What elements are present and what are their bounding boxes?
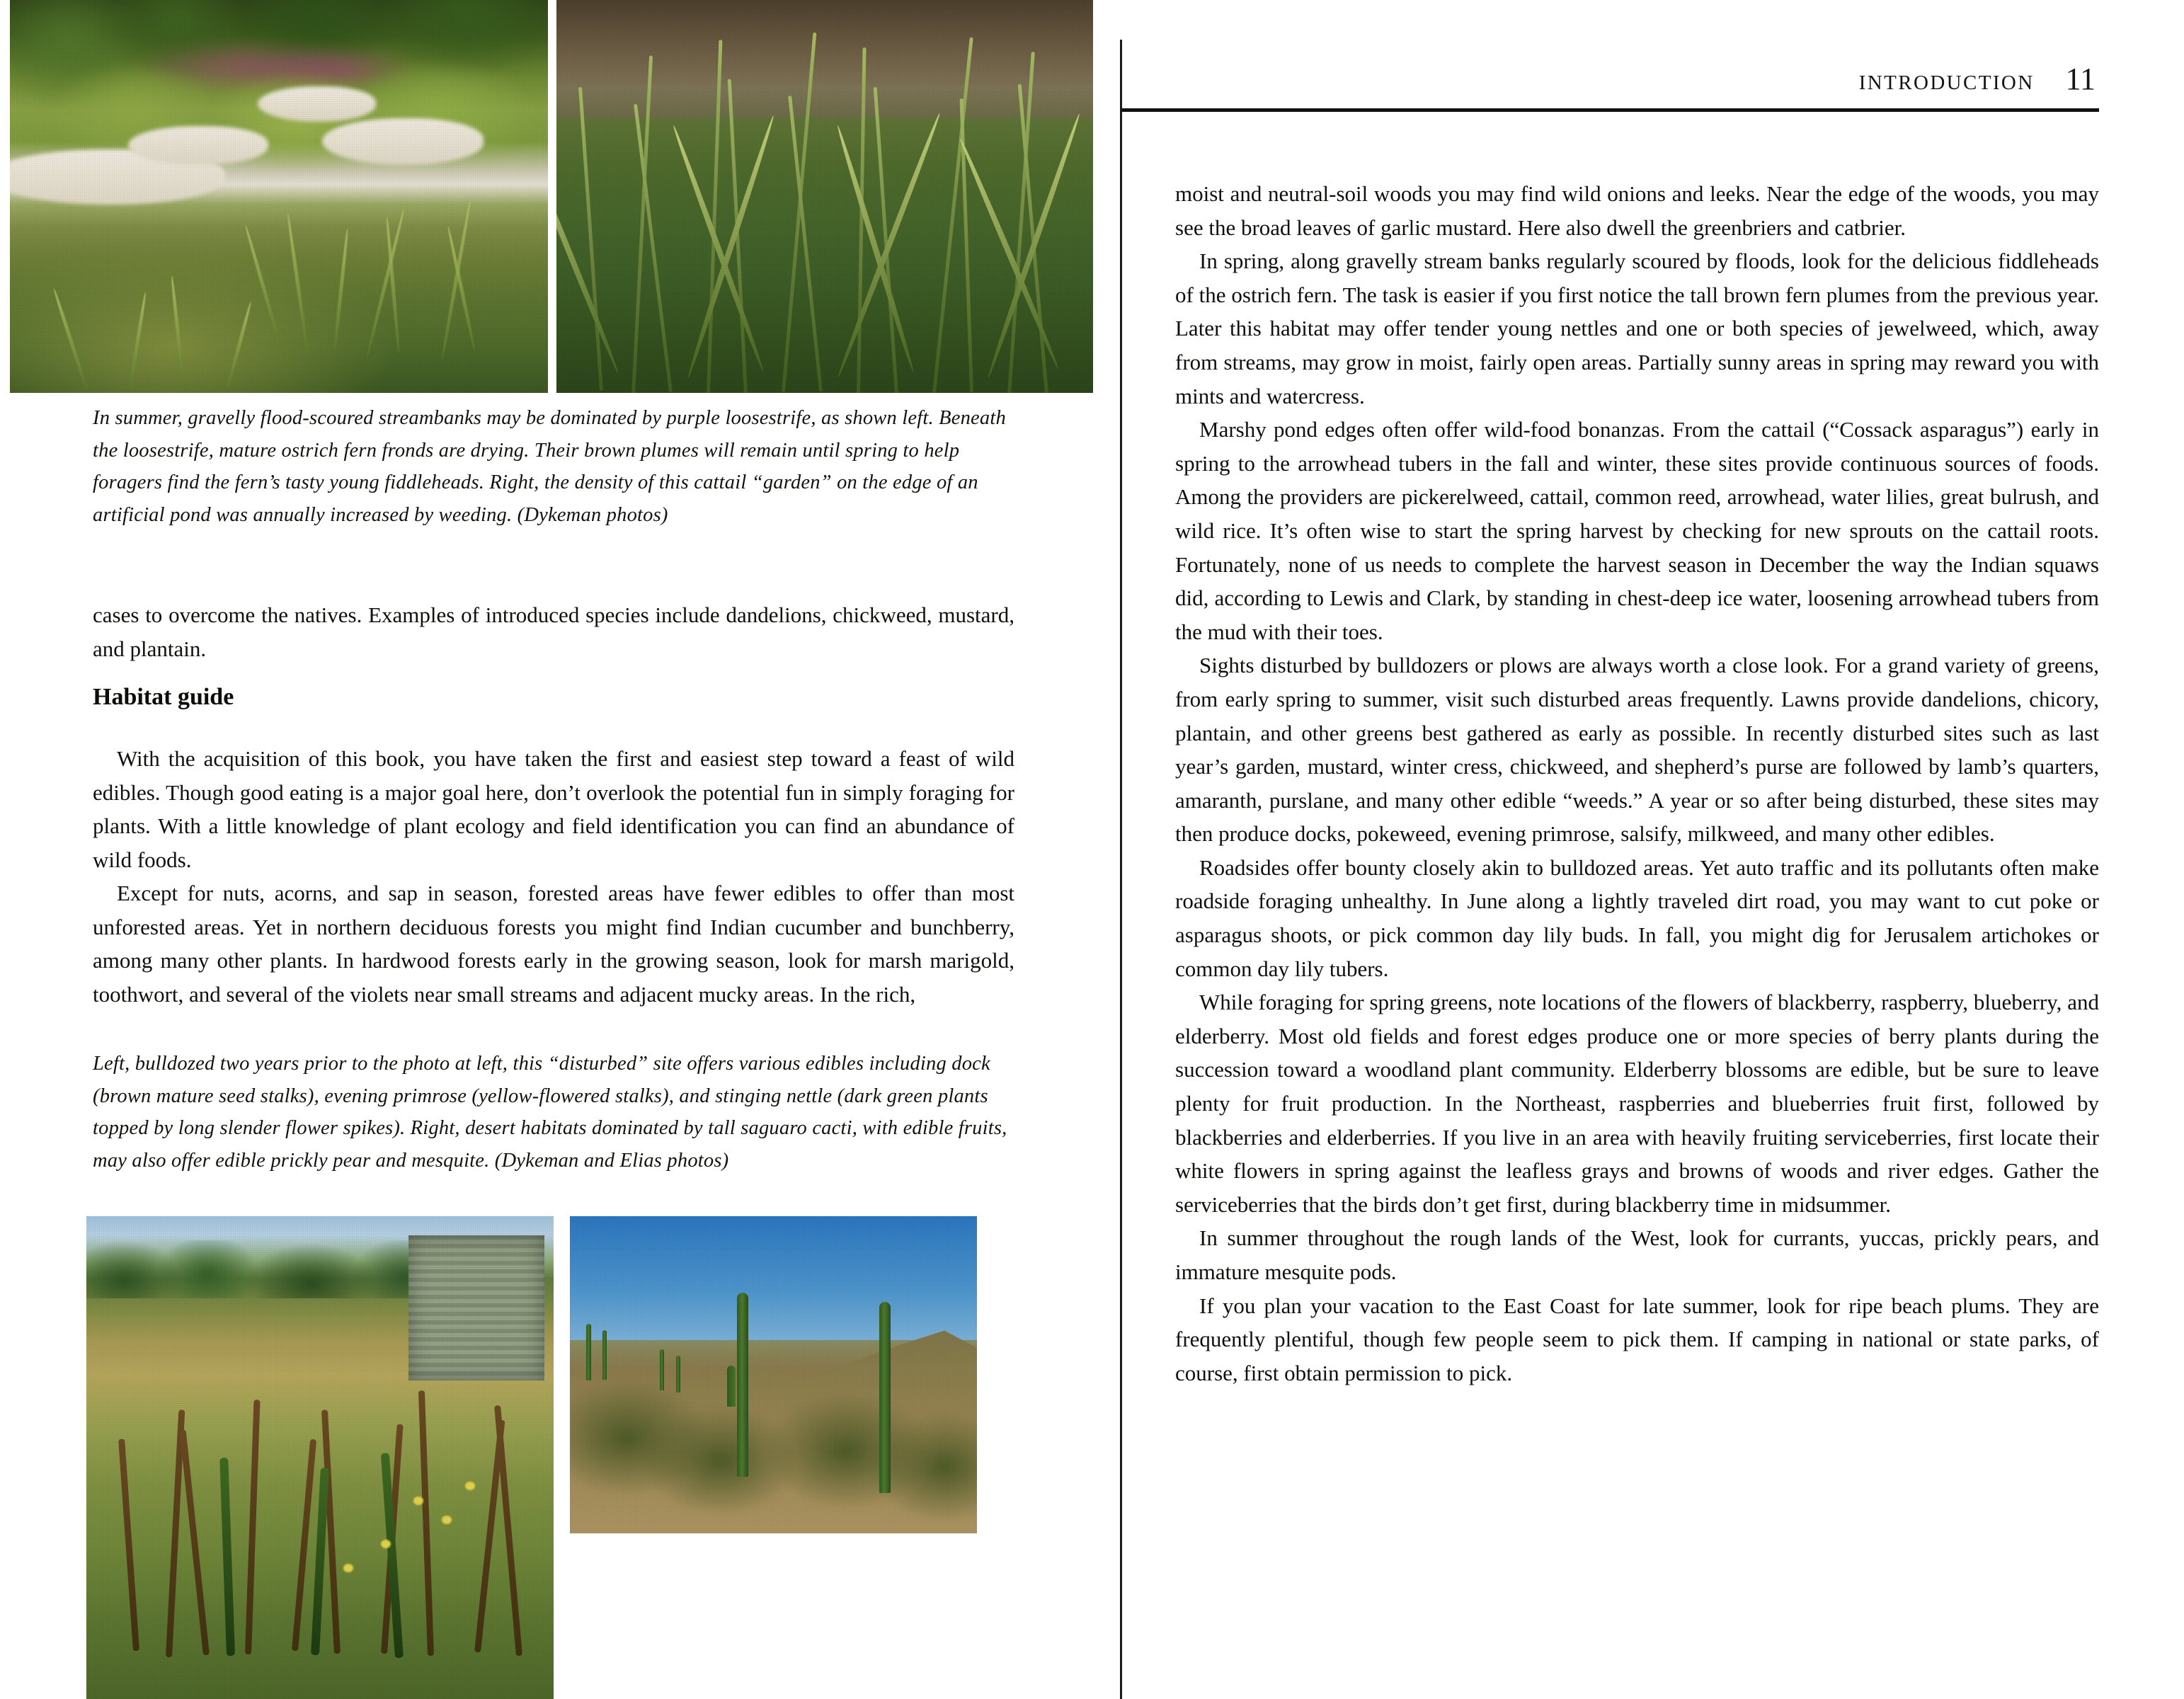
page-number: 11 xyxy=(2065,62,2096,96)
top-photo-row xyxy=(10,0,1093,393)
disturbed-site-photo xyxy=(86,1216,554,1699)
cattail-pond-photo xyxy=(556,0,1093,393)
left-body-continued xyxy=(93,598,1014,665)
bottom-photo-row xyxy=(0,1216,1094,1699)
paragraph: In spring, along gravelly stream banks regularly scoured by floods, look for the delicious fiddleheads of the ostrich fern. The task is easier if you first notice the tall brown fern plumes from the previous year. Later this habitat may offer tender young nettles and one or both species of jewelweed, which, away from streams, may grow in moist, fairly open areas. Partially sunny areas in spring may reward you with mints and watercress. xyxy=(1175,248,2099,408)
section-heading: Habitat guide xyxy=(93,684,234,710)
paragraph: Marshy pond edges often offer wild-food bonanzas. From the cattail (“Cossack asparagus”) early in spring to the arrowhead tubers in the fall and winter, these sites provide continuous sources of foods. Among the providers are pickerelweed, cattail, common reed, arrowhead, water lilies, great bulrush, and wild rice. It’s often wise to start the spring harvest by checking for new sprouts on the cattail roots. Fortunately, none of us needs to complete the harvest season in December the way the Indian squaws did, according to Lewis and Clark, by standing in chest-deep ice water, loosening arrowhead tubers from the mud with their toes. xyxy=(1175,417,2099,644)
bottom-photo-caption: Left, bulldozed two years prior to the photo at left, this “disturbed” site offers various edibles including dock (brown mature seed stalks), evening primrose (yellow-flowered stalks), and stinging nettle (dark green plants topped by long slender flower spikes). Right, desert habitats dominated by tall saguaro cacti, with edible fruits, may also offer edible prickly pear and mesquite. (Dykeman and Elias photos) xyxy=(93,1053,1007,1172)
paragraph: Except for nuts, acorns, and sap in season, forested areas have fewer edibles to offer than most unforested areas. Yet in northern deciduous forests you might find Indian cucumber and bunchberry, among many other plants. In hardwood forests early in the growing season, look for marsh marigold, toothwort, and several of the violets near small streams and adjacent mucky areas. In the rich, xyxy=(93,881,1014,1007)
right-body-column xyxy=(1175,177,2099,1390)
top-photo-caption: In summer, gravelly flood-scoured streambanks may be dominated by purple loosestrife, as shown left. Beneath the loosestrife, mature ostrich fern fronds are drying. Their brown plumes will remain until spring to help foragers find the fern’s tasty young fiddleheads. Right, the density of this cattail “garden” on the edge of an artificial pond was annually increased by weeding. (Dykeman photos) xyxy=(93,407,1006,526)
paragraph: cases to overcome the natives. Examples of introduced species include dandelions, chickweed, mustard, and plantain. xyxy=(93,602,1014,661)
running-head-section: INTRODUCTION xyxy=(1858,71,2035,94)
running-head xyxy=(1859,61,2096,97)
streambank-photo xyxy=(10,0,548,393)
header-rule xyxy=(1122,108,2099,112)
paragraph: Roadsides offer bounty closely akin to bulldozed areas. Yet auto traffic and its pollutants often make roadside foraging unhealthy. In June along a lightly traveled dirt road, you may want to cut poke or asparagus shoots, or pick common day lily buds. In fall, you might dig for Jerusalem artichokes or common day lily tubers. xyxy=(1175,854,2099,981)
paragraph: Sights disturbed by bulldozers or plows are always worth a close look. For a grand variety of greens, from early spring to summer, visit such disturbed areas frequently. Lawns provide dandelions, chicory, plantain, and other greens best gathered as early as possible. In recently disturbed sites such as last year’s garden, mustard, winter cress, chickweed, and shepherd’s purse are followed by lamb’s quarters, amaranth, purslane, and many other edible “weeds.” A year or so after being disturbed, these sites may then produce docks, pokeweed, evening primrose, salsify, milkweed, and many other edibles. xyxy=(1175,653,2099,847)
paragraph: In summer throughout the rough lands of the West, look for currants, yuccas, prickly pears, and immature mesquite pods. xyxy=(1175,1225,2099,1284)
paragraph: If you plan your vacation to the East Coast for late summer, look for ripe beach plums. They are frequently plentiful, though few people seem to pick them. If camping in national or state parks, of course, first obtain permission to pick. xyxy=(1175,1293,2099,1385)
left-body-main xyxy=(93,742,1014,1011)
gutter-rule xyxy=(1120,40,1122,1699)
paragraph: moist and neutral-soil woods you may find wild onions and leeks. Near the edge of the woods, you may see the broad leaves of garlic mustard. Here also dwell the greenbriers and catbrier. xyxy=(1175,181,2099,240)
paragraph: While foraging for spring greens, note locations of the flowers of blackberry, raspberry, blueberry, and elderberry. Most old fields and forest edges produce one or more species of berry plants during the succession toward a woodland plant community. Elderberry blossoms are edible, but be sure to leave plenty for fruit production. In the Northeast, raspberries and blueberries fruit first, followed by blackberries and elderberries. If you live in an area with heavily fruiting serviceberries, first locate their white flowers in spring against the leafless grays and browns of woods and river edges. Gather the serviceberries that the birds don’t get first, during blackberry time in midsummer. xyxy=(1175,990,2099,1217)
paragraph: With the acquisition of this book, you have taken the first and easiest step toward a feast of wild edibles. Though good eating is a major goal here, don’t overlook the potential fun in simply foraging for plants. With a little knowledge of plant ecology and field identification you can find an abundance of wild foods. xyxy=(93,746,1014,872)
desert-saguaro-photo xyxy=(570,1216,977,1533)
